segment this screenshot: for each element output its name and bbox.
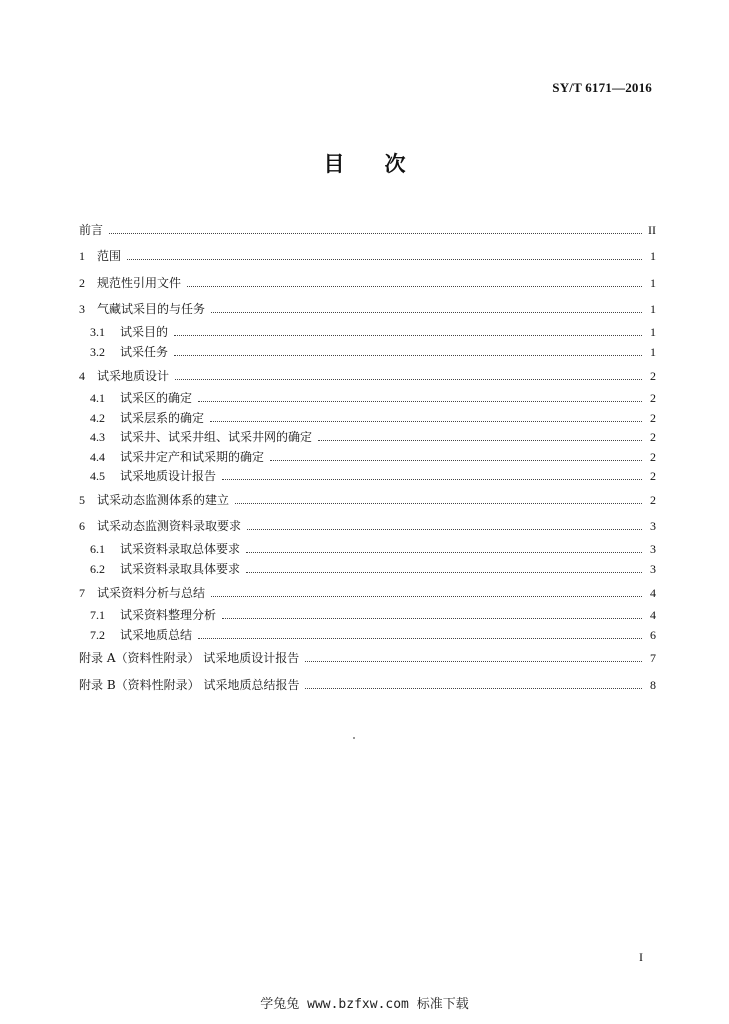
- toc-entry-number: 4.3: [90, 430, 105, 444]
- toc-entry-number: 4.1: [90, 391, 105, 405]
- toc-entry-page: 3: [650, 519, 656, 533]
- toc-entry-6-1[interactable]: [90, 541, 656, 557]
- toc-leader-dots: [174, 355, 642, 356]
- table-of-contents: [79, 0, 656, 1024]
- toc-leader-dots: [198, 638, 642, 639]
- toc-entry-preface[interactable]: [79, 222, 656, 238]
- toc-entry-page: 2: [650, 411, 656, 425]
- toc-entry-number: 6: [79, 519, 85, 533]
- toc-entry-page: 1: [650, 325, 656, 339]
- toc-entry-label: 试采目的: [120, 325, 169, 339]
- toc-entry-4-5[interactable]: [90, 468, 656, 484]
- toc-leader-dots: [222, 479, 642, 480]
- toc-title-char: 目: [323, 152, 345, 176]
- toc-entry-page: 3: [650, 542, 656, 556]
- toc-entry-page: 7: [650, 651, 656, 665]
- toc-entry-number: 4.2: [90, 411, 105, 425]
- toc-leader-dots: [175, 379, 642, 380]
- toc-entry-page: 2: [650, 493, 656, 507]
- toc-entry-page: 2: [650, 450, 656, 464]
- toc-entry-label: 附录 B（资料性附录） 试采地质总结报告: [79, 678, 300, 692]
- toc-entry-4-2[interactable]: [90, 410, 656, 426]
- toc-entry-6[interactable]: [79, 518, 656, 534]
- toc-entry-page: 3: [650, 562, 656, 576]
- toc-leader-dots: [174, 335, 642, 336]
- toc-leader-dots: [109, 233, 642, 234]
- toc-entry-number: 6.1: [90, 542, 105, 556]
- toc-entry-label: 范围: [97, 249, 122, 263]
- toc-entry-number: 7.1: [90, 608, 105, 622]
- toc-entry-7-2[interactable]: [90, 627, 656, 643]
- toc-entry-label: 前言: [79, 223, 104, 237]
- toc-entry-label: 试采资料录取总体要求: [120, 542, 241, 556]
- toc-entry-page: 4: [650, 608, 656, 622]
- toc-entry-number: 6.2: [90, 562, 105, 576]
- toc-entry-label: 试采任务: [120, 345, 169, 359]
- toc-entry-7[interactable]: [79, 585, 656, 601]
- toc-entry-3[interactable]: [79, 301, 656, 317]
- toc-entry-number: 4: [79, 369, 85, 383]
- toc-entry-page: 2: [650, 391, 656, 405]
- toc-leader-dots: [318, 440, 642, 441]
- toc-leader-dots: [247, 529, 642, 530]
- toc-leader-dots: [222, 618, 642, 619]
- toc-entry-label: 试采地质设计报告: [120, 469, 217, 483]
- toc-entry-4[interactable]: [79, 368, 656, 384]
- toc-entry-2[interactable]: [79, 275, 656, 291]
- toc-leader-dots: [198, 401, 642, 402]
- toc-entry-label: 规范性引用文件: [97, 276, 182, 290]
- toc-entry-4-4[interactable]: [90, 449, 656, 465]
- toc-entry-label: 气藏试采目的与任务: [97, 302, 206, 316]
- toc-leader-dots: [246, 552, 642, 553]
- toc-entry-page: II: [648, 223, 656, 237]
- toc-entry-number: 7.2: [90, 628, 105, 642]
- toc-entry-number: 1: [79, 249, 85, 263]
- toc-leader-dots: [305, 661, 642, 662]
- toc-leader-dots: [210, 421, 642, 422]
- toc-leader-dots: [127, 259, 642, 260]
- toc-entry-number: 5: [79, 493, 85, 507]
- toc-entry-page: 6: [650, 628, 656, 642]
- toc-entry-label: 试采资料分析与总结: [97, 586, 206, 600]
- toc-entry-label: 试采动态监测体系的建立: [97, 493, 230, 507]
- toc-entry-number: 3: [79, 302, 85, 316]
- toc-entry-page: 2: [650, 369, 656, 383]
- toc-entry-page: 2: [650, 430, 656, 444]
- toc-entry-1[interactable]: [79, 248, 656, 264]
- toc-entry-label: 试采井、试采井组、试采井网的确定: [120, 430, 313, 444]
- toc-entry-number: 4.4: [90, 450, 105, 464]
- toc-entry-label: 试采井定产和试采期的确定: [120, 450, 265, 464]
- toc-entry-7-1[interactable]: [90, 607, 656, 623]
- toc-leader-dots: [187, 286, 642, 287]
- toc-leader-dots: [211, 312, 642, 313]
- toc-entry-number: 3.1: [90, 325, 105, 339]
- toc-leader-dots: [246, 572, 642, 573]
- toc-leader-dots: [235, 503, 642, 504]
- toc-entry-label: 试采资料录取具体要求: [120, 562, 241, 576]
- toc-entry-appendix-b[interactable]: [79, 677, 656, 693]
- toc-leader-dots: [305, 688, 642, 689]
- toc-entry-label: 试采地质总结: [120, 628, 193, 642]
- toc-entry-4-1[interactable]: [90, 390, 656, 406]
- toc-entry-number: 3.2: [90, 345, 105, 359]
- toc-entry-label: 试采层系的确定: [120, 411, 205, 425]
- toc-leader-dots: [270, 460, 642, 461]
- toc-entry-page: 2: [650, 469, 656, 483]
- toc-entry-label: 试采动态监测资料录取要求: [97, 519, 242, 533]
- toc-entry-4-3[interactable]: [90, 429, 656, 445]
- toc-entry-3-1[interactable]: [90, 324, 656, 340]
- toc-entry-page: 1: [650, 302, 656, 316]
- toc-entry-appendix-a[interactable]: [79, 650, 656, 666]
- toc-entry-page: 4: [650, 586, 656, 600]
- toc-entry-page: 1: [650, 249, 656, 263]
- toc-entry-page: 1: [650, 345, 656, 359]
- toc-entry-5[interactable]: [79, 492, 656, 508]
- watermark: 学兔兔 www.bzfxw.com 标准下载: [260, 997, 469, 1012]
- standard-code: SY/T 6171—2016: [552, 80, 652, 95]
- toc-entry-label: 试采区的确定: [120, 391, 193, 405]
- toc-leader-dots: [211, 596, 642, 597]
- toc-entry-number: 7: [79, 586, 85, 600]
- toc-entry-6-2[interactable]: [90, 561, 656, 577]
- toc-entry-number: 2: [79, 276, 85, 290]
- toc-entry-page: 8: [650, 678, 656, 692]
- toc-entry-label: 试采地质设计: [97, 369, 170, 383]
- toc-entry-label: 试采资料整理分析: [120, 608, 217, 622]
- scan-speck: [353, 737, 355, 739]
- toc-title-char: 次: [384, 152, 406, 176]
- toc-entry-label: 附录 A（资料性附录） 试采地质设计报告: [79, 651, 300, 665]
- toc-entry-page: 1: [650, 276, 656, 290]
- page-number: I: [639, 950, 643, 964]
- toc-entry-3-2[interactable]: [90, 344, 656, 360]
- toc-entry-number: 4.5: [90, 469, 105, 483]
